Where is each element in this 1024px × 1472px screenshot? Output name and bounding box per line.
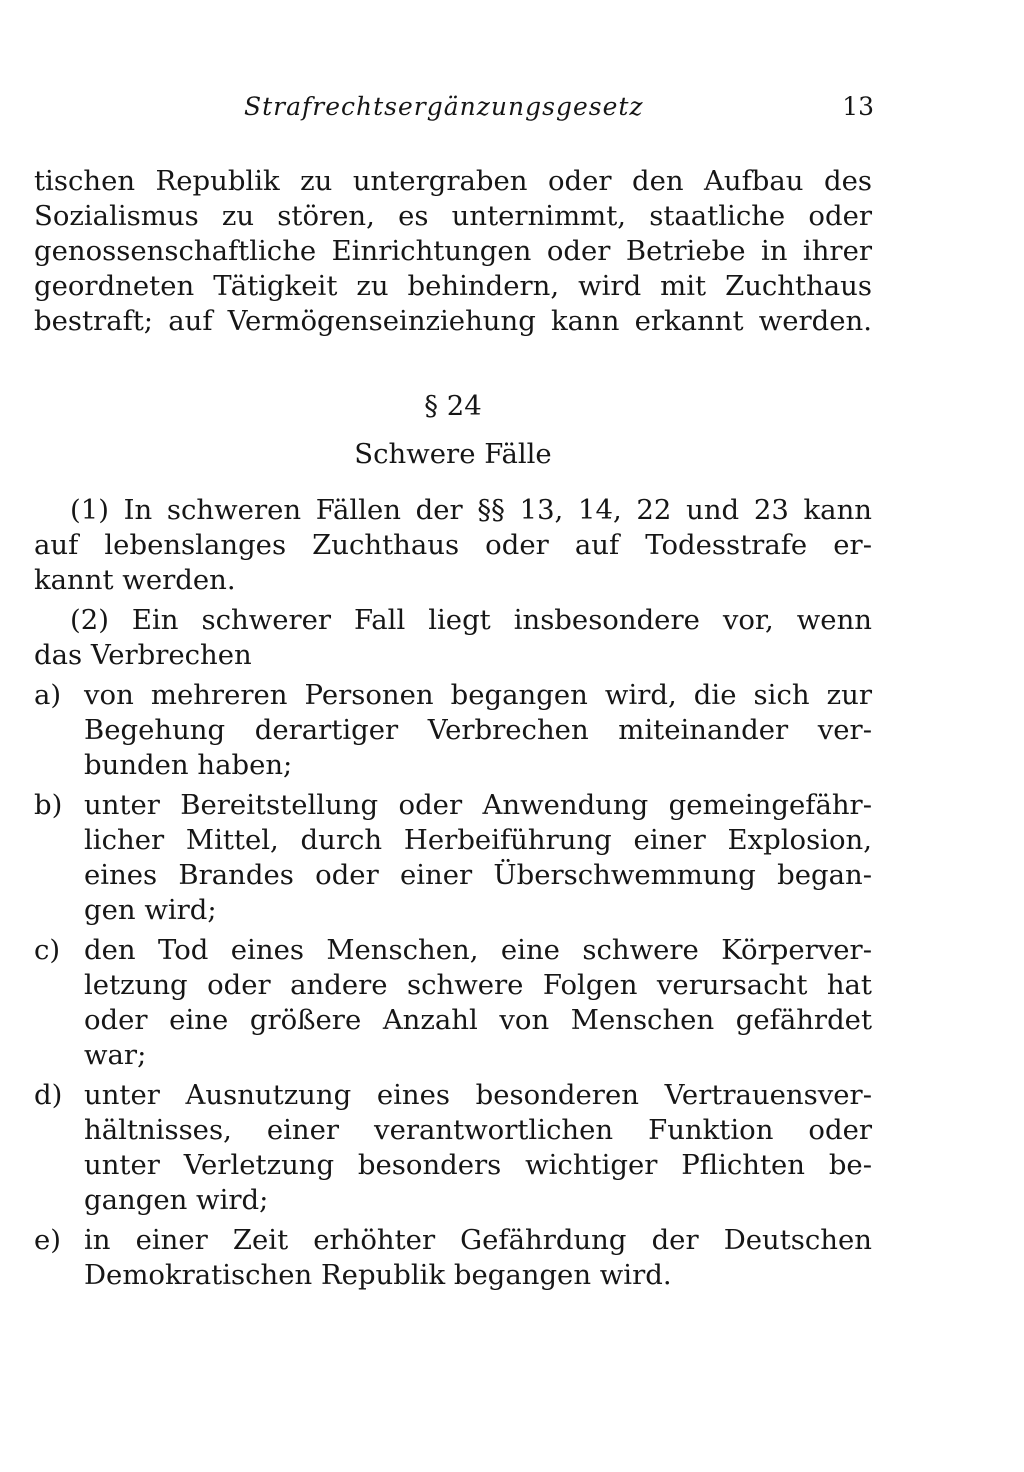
text-line: kannt werden. [34, 564, 236, 596]
list-item-line: unter Ausnutzung eines besonderen Vertrauensver- [84, 1079, 872, 1111]
page-number: 13 [842, 92, 874, 121]
text-line: genossenschaftliche Einrichtungen oder Betriebe in ihrer [34, 235, 872, 267]
text-line: tischen Republik zu untergraben oder den Aufbau des [34, 165, 872, 197]
page-header [34, 92, 874, 132]
list-item-line: unter Verletzung besonders wichtiger Pflichten be- [84, 1149, 872, 1181]
list-item-line: bunden haben; [84, 749, 293, 781]
section-title: Schwere Fälle [354, 438, 552, 470]
text-line: geordneten Tätigkeit zu behindern, wird mit Zuchthaus [34, 270, 872, 302]
text-line: das Verbrechen [34, 639, 252, 671]
list-item-line: gangen wird; [84, 1184, 269, 1216]
list-item-line: unter Bereitstellung oder Anwendung gemeingefähr- [84, 789, 872, 821]
list-item-label: d) [34, 1079, 63, 1111]
list-item-line: Demokratischen Republik begangen wird. [84, 1259, 672, 1291]
list-item-line: letzung oder andere schwere Folgen verursacht hat [84, 969, 872, 1001]
list-item-line: oder eine größere Anzahl von Menschen gefährdet [84, 1004, 872, 1036]
list-item-line: hältnisses, einer verantwortlichen Funktion oder [84, 1114, 872, 1146]
running-title: Strafrechtsergänzungsgesetz [244, 92, 644, 121]
text-line: (1) In schweren Fällen der §§ 13, 14, 22 und 23 kann [70, 494, 872, 526]
list-item-line: von mehreren Personen begangen wird, die sich zur [84, 679, 872, 711]
list-item-line: licher Mittel, durch Herbeiführung einer Explosion, [84, 824, 872, 856]
list-item-label: c) [34, 934, 61, 966]
text-line: Sozialismus zu stören, es unternimmt, staatliche oder [34, 200, 872, 232]
list-item-line: Begehung derartiger Verbrechen miteinander ver- [84, 714, 872, 746]
list-item-label: a) [34, 679, 62, 711]
text-line: bestraft; auf Vermögenseinziehung kann erkannt werden. [34, 305, 872, 337]
text-line: (2) Ein schwerer Fall liegt insbesondere vor, wenn [70, 604, 872, 636]
list-item-line: in einer Zeit erhöhter Gefährdung der Deutschen [84, 1224, 872, 1256]
text-line: auf lebenslanges Zuchthaus oder auf Todesstrafe er- [34, 529, 872, 561]
list-item-line: war; [84, 1039, 147, 1071]
list-item-label: b) [34, 789, 63, 821]
section-number: § 24 [424, 390, 482, 422]
list-item-label: e) [34, 1224, 62, 1256]
list-item-line: den Tod eines Menschen, eine schwere Körperver- [84, 934, 872, 966]
list-item-line: gen wird; [84, 894, 217, 926]
list-item-line: eines Brandes oder einer Überschwemmung began- [84, 859, 872, 891]
